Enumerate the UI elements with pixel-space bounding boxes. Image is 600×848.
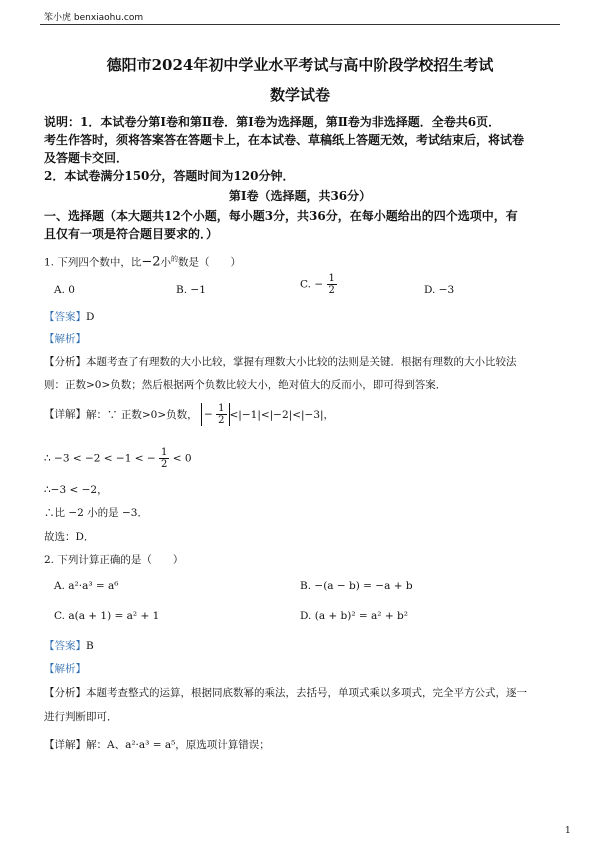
instructions-line-4: 2．本试卷满分150分，答题时间为120分钟． (44, 169, 295, 183)
q1-answer (44, 309, 94, 324)
q2-fenxi-line-2: 进行判断即可． (44, 711, 118, 723)
q1-detail-pre: 解：∵ 正数>0>负数， (86, 409, 198, 421)
q1-option-c-numerator: 1 (328, 273, 335, 284)
q2-option-d: D. (a + b)² = a² + b² (300, 610, 408, 622)
q1-step-1-pre: ∴ −3 < −2 < −1 < − (44, 452, 156, 465)
q2-option-b: B. −(a − b) = −a + b (300, 580, 413, 592)
q2-stem: 2. 下列计算正确的是（ ） (44, 554, 184, 566)
q1-fenxi-label: 【分析】 (44, 356, 86, 368)
q1-step-1-fraction (159, 447, 169, 470)
q1-step-1-numerator: 1 (161, 447, 168, 458)
q1-fenxi-line-2: 则：正数>0>负数；然后根据两个负数比较大小，绝对值大的反而小，即可得到答案． (44, 379, 447, 391)
q1-step-3: ∴比 −2 小的是 −3． (44, 507, 148, 519)
q1-answer-label: 【答案】 (44, 311, 86, 323)
q2-answer-value: B (86, 640, 94, 652)
q1-step-1-denominator: 2 (161, 459, 168, 470)
instructions-line-3: 及答题卡交回． (44, 151, 129, 165)
q1-stem (44, 254, 241, 270)
section-desc-1: 一、选择题（本大题共12个小题，每小题3分，共36分，在每小题给出的四个选项中，有 (44, 209, 518, 223)
page-subtitle: 数学试卷 (269, 86, 330, 104)
q1-stem-num: −2 (141, 254, 161, 270)
q1-detail-abs-sign: − (203, 408, 213, 421)
q2-detail-label: 【详解】 (44, 739, 86, 751)
instructions-line-1: 说明：1．本试卷分第Ⅰ卷和第Ⅱ卷．第Ⅰ卷为选择题，第Ⅱ卷为非选择题．全卷共6页． (44, 115, 501, 129)
q1-step-1 (44, 447, 192, 470)
page-title: 德阳市2024年初中学业水平考试与高中阶段学校招生考试 (106, 56, 494, 74)
section-title: 第Ⅰ卷（选择题，共36分） (228, 189, 372, 203)
header-source: 笨小虎 benxiaohu.com (44, 13, 144, 23)
q2-fenxi-label: 【分析】 (44, 687, 86, 699)
q1-step-2: ∴−3 < −2， (44, 484, 108, 496)
q1-option-a: A. 0 (54, 284, 75, 296)
q1-option-d: D. −3 (424, 284, 455, 296)
q1-option-c-label: C. (300, 278, 311, 291)
q1-answer-value: D (86, 311, 95, 323)
q2-analysis-label: 【解析】 (44, 663, 86, 675)
q1-detail-abs (201, 403, 230, 426)
q1-detail-post: <|−1|<|−2|<|−3|， (229, 409, 335, 421)
page-number: 1 (565, 826, 571, 836)
q1-conclusion: 故选：D． (44, 531, 95, 543)
q1-detail-line (44, 403, 334, 426)
header-divider (40, 24, 560, 25)
q1-stem-small: 小 (160, 256, 172, 269)
q2-option-a: A. a²·a³ = a⁶ (54, 580, 119, 592)
q2-detail-text: 解：A、a²·a³ = a⁵，原选项计算错误； (86, 739, 270, 751)
instructions-line-2: 考生作答时，须将答案答在答题卡上，在本试卷、草稿纸上答题无效，考试结束后，将试卷 (44, 133, 525, 147)
q2-detail-line (44, 737, 270, 752)
q1-option-c-sign: − (314, 278, 324, 291)
q1-detail-label: 【详解】 (44, 408, 86, 421)
q1-fenxi-text-1: 本题考查了有理数的大小比较，掌握有理数大小比较的法则是关键．根据有理数的大小比较法 (86, 356, 517, 368)
q1-analysis-label: 【解析】 (44, 333, 86, 345)
q2-fenxi-text-1: 本题考查整式的运算，根据同底数幂的乘法，去括号，单项式乘以多项式，完全平方公式，逐一 (86, 687, 527, 699)
q1-detail-abs-fraction (216, 403, 226, 426)
q1-fenxi-line-1 (44, 354, 517, 369)
q1-option-c-fraction (327, 273, 337, 296)
q1-option-c (300, 273, 337, 296)
q2-answer-label: 【答案】 (44, 640, 86, 652)
q1-detail-abs-numerator: 1 (218, 403, 225, 414)
q1-stem-post: 数是（ ） (178, 256, 242, 269)
q2-fenxi-line-1 (44, 685, 527, 700)
q1-detail-abs-denominator: 2 (218, 415, 225, 426)
q1-option-c-denominator: 2 (328, 285, 335, 296)
q1-option-b: B. −1 (176, 284, 206, 296)
section-desc-2: 且仅有一项是符合题目要求的．） (44, 227, 219, 241)
q1-stem-sup: 的 (171, 255, 179, 263)
q2-answer (44, 638, 94, 653)
q1-stem-pre: 1. 下列四个数中，比 (44, 256, 142, 269)
q1-step-1-post: < 0 (172, 452, 192, 465)
q2-option-c: C. a(a + 1) = a² + 1 (54, 610, 160, 622)
